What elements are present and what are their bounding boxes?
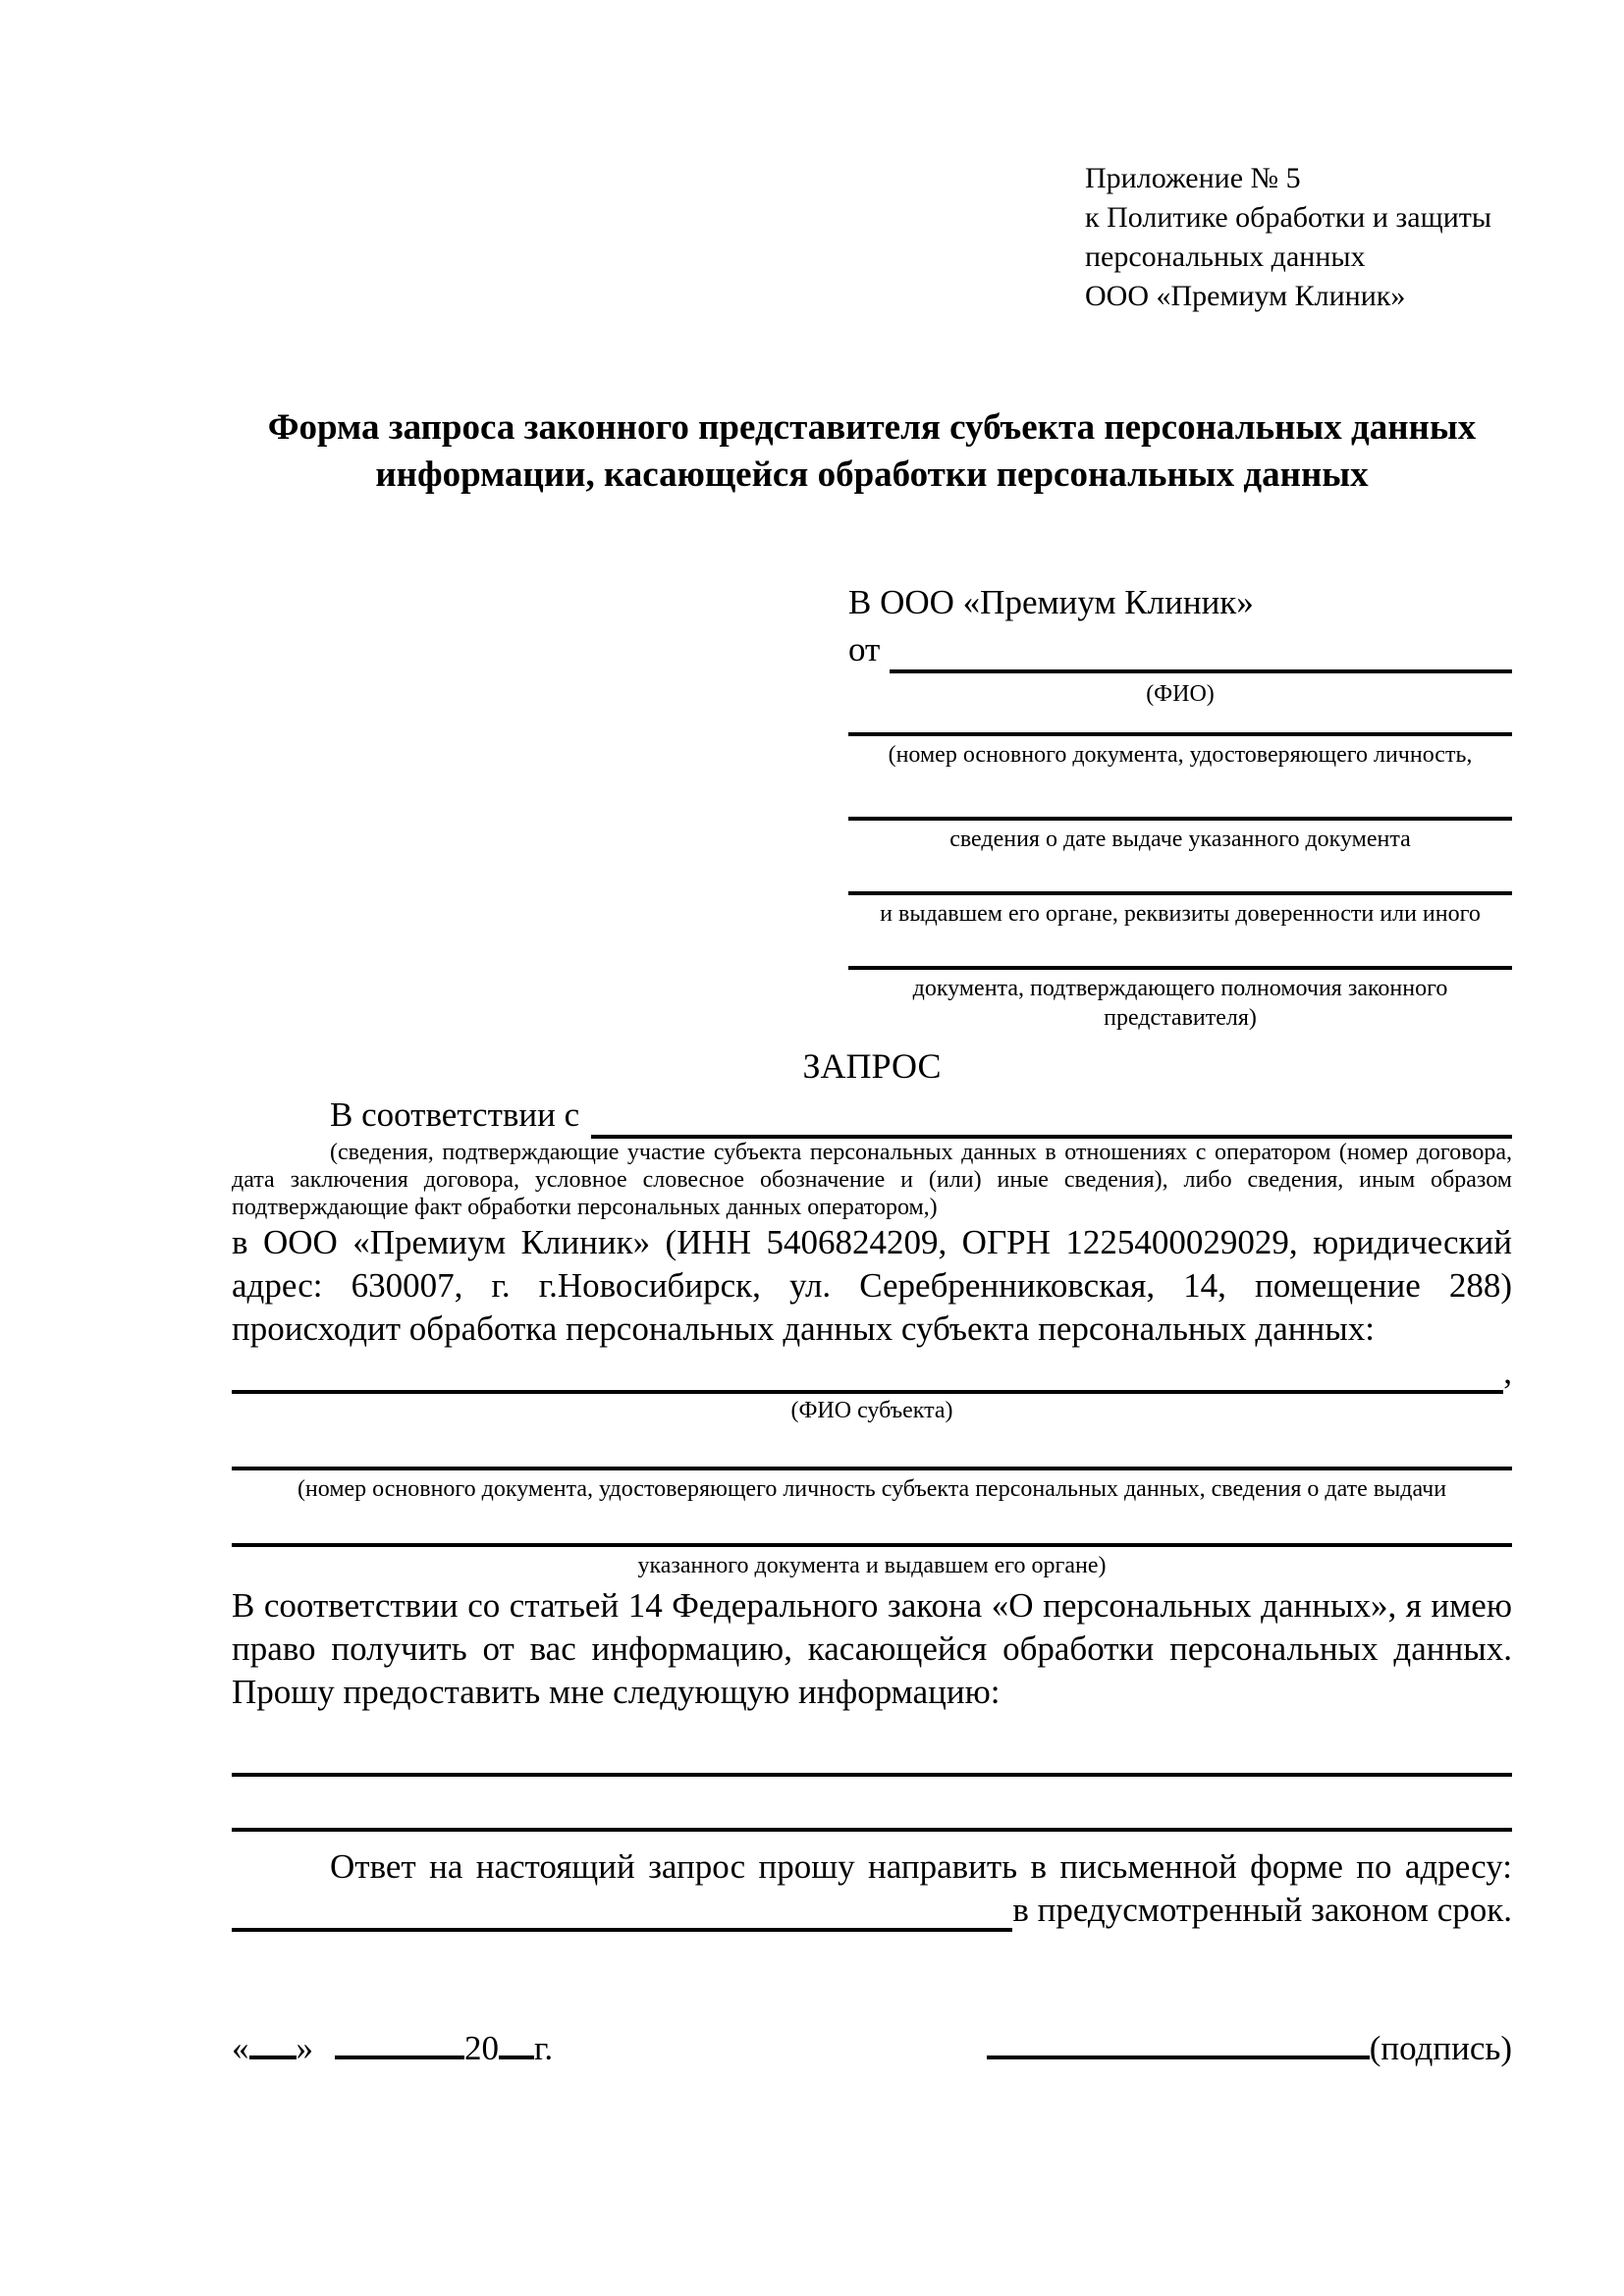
address-blank-line [232,1889,1012,1932]
day-blank-line [249,2030,297,2059]
intro-prefix: В соответствии с [330,1095,580,1134]
doc-caption: указанного документа и выдавшем его органе) [637,1553,1107,1578]
year-suffix: г. [534,2029,554,2067]
from-label: от [848,630,881,668]
from-row [848,626,1512,673]
answer-blank-line [232,1714,1512,1777]
doc-caption: (номер основного документа, удостоверяющего личность субъекта персональных данных, сведения о дате выдачи [297,1476,1447,1502]
footer-row [232,2026,1512,2071]
company-name: В ООО «Премиум Клиник» [848,583,1254,621]
answer-suffix: в предусмотренный законом срок. [1012,1891,1512,1929]
date-line [232,2026,553,2071]
request-heading: ЗАПРОС [802,1046,942,1086]
blank-field-line [848,770,1512,821]
subject-fio-row [232,1351,1512,1394]
from-blank-line [890,626,1512,673]
month-blank-line [335,2030,464,2059]
appendix-line: ООО «Премиум Клиник» [1085,280,1406,312]
doc-blank-line [232,1425,1512,1470]
field-caption: (номер основного документа, удостоверяющего личность, [888,742,1473,768]
blank-field-line [848,929,1512,970]
intro-blank-line [591,1092,1512,1139]
fio-subject-caption: (ФИО субъекта) [790,1398,953,1423]
appendix-line: Приложение № 5 [1085,162,1301,194]
fio-caption: (ФИО) [1146,681,1215,707]
subject-fio-blank-line [232,1351,1503,1394]
appendix-block [1085,159,1512,316]
field-caption: документа, подтверждающего полномочия законного представителя) [912,976,1448,1031]
field-caption: сведения о дате выдаче указанного документа [949,827,1411,852]
intro-caption: (сведения, подтверждающие участие субъекта персональных данных в отношениях с оператором (номер договора, дата заключения договора, условное словесное обозначение и (или) иные сведения), либо сведения, иным образом подтверждающие факт обработки персональных данных оператором,) [232,1140,1512,1220]
blank-field-line [848,709,1512,736]
appendix-line: персональных данных [1085,240,1366,273]
trailing-comma: , [1503,1353,1512,1391]
blank-field-line [848,854,1512,895]
answer-blank-line [232,1777,1512,1832]
year-blank-line [499,2030,534,2059]
intro-row [232,1092,1512,1139]
signature-caption: (подпись) [1369,2029,1512,2067]
date-quote-close: » [296,2029,313,2067]
year-prefix: 20 [464,2029,499,2067]
field-caption: и выдавшем его органе, реквизиты доверенности или иного [880,901,1481,927]
signature-line [987,2026,1512,2071]
answer-address-row [232,1889,1512,1932]
addressee-block [848,579,1512,1033]
document-title: Форма запроса законного представителя субъекта персональных данных информации, касающейся обработки персональных данных [267,407,1477,495]
answer-intro: Ответ на настоящий запрос прошу направить в письменной форме по адресу: [330,1847,1512,1886]
date-quote-open: « [232,2029,249,2067]
signature-blank-line [987,2030,1370,2059]
operator-paragraph: в ООО «Премиум Клиник» (ИНН 5406824209, ОГРН 1225400029029, юридический адрес: 630007, г. г.Новосибирск, ул. Серебренниковская, 14, помещение 288) происходит обработка персональных данных субъекта персональных данных: [232,1223,1512,1348]
appendix-line: к Политике обработки и защиты [1085,201,1492,234]
doc-blank-line [232,1504,1512,1547]
law-paragraph: В соответствии со статьей 14 Федерального закона «О персональных данных», я имею право получить от вас информацию, касающейся обработки персональных данных. Прошу предоставить мне следующую информацию: [232,1586,1512,1711]
